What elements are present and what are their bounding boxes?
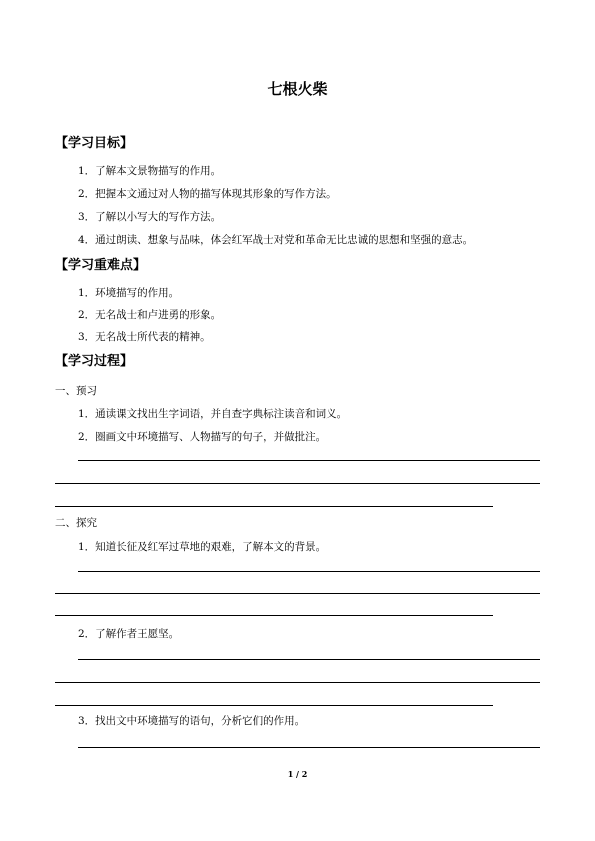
preview-item-1: 1．通读课文找出生字词语，并自查字典标注读音和词义。 [78,408,348,420]
section-heading-key-points: 【学习重难点】 [55,258,147,273]
section-heading-objectives: 【学习目标】 [55,136,134,151]
key-point-item-2: 2．无名战士和卢进勇的形象。 [78,309,222,321]
objective-item-4: 4．通过朗读、想象与品味，体会红军战士对党和革命无比忠诚的思想和坚强的意志。 [78,234,474,246]
answer-line [78,571,540,572]
answer-line [55,615,493,616]
page-number: 1 / 2 [287,769,308,779]
key-point-item-3: 3．无名战士所代表的精神。 [78,331,211,343]
answer-line [78,659,540,660]
page-title: 七根火柴 [267,80,328,98]
explore-item-1: 1．知道长征及红军过草地的艰难，了解本文的背景。 [78,541,327,553]
answer-line [55,483,540,484]
answer-line [55,593,540,594]
key-point-item-1: 1．环境描写的作用。 [78,287,180,299]
answer-line [55,506,493,507]
answer-line [78,747,540,748]
explore-item-3: 3．找出文中环境描写的语句，分析它们的作用。 [78,715,306,727]
answer-line [55,682,540,683]
preview-item-2: 2．圈画文中环境描写、人物描写的句子，并做批注。 [78,431,327,443]
explore-item-2: 2．了解作者王愿坚。 [78,628,180,640]
objective-item-2: 2．把握本文通过对人物的描写体现其形象的写作方法。 [78,188,337,200]
objective-item-3: 3．了解以小写大的写作方法。 [78,211,222,223]
section-heading-process: 【学习过程】 [55,354,134,369]
explore-label: 二、探究 [55,517,97,529]
preview-label: 一、预习 [55,385,97,397]
answer-line [78,460,540,461]
objective-item-1: 1．了解本文景物描写的作用。 [78,165,222,177]
answer-line [55,705,493,706]
